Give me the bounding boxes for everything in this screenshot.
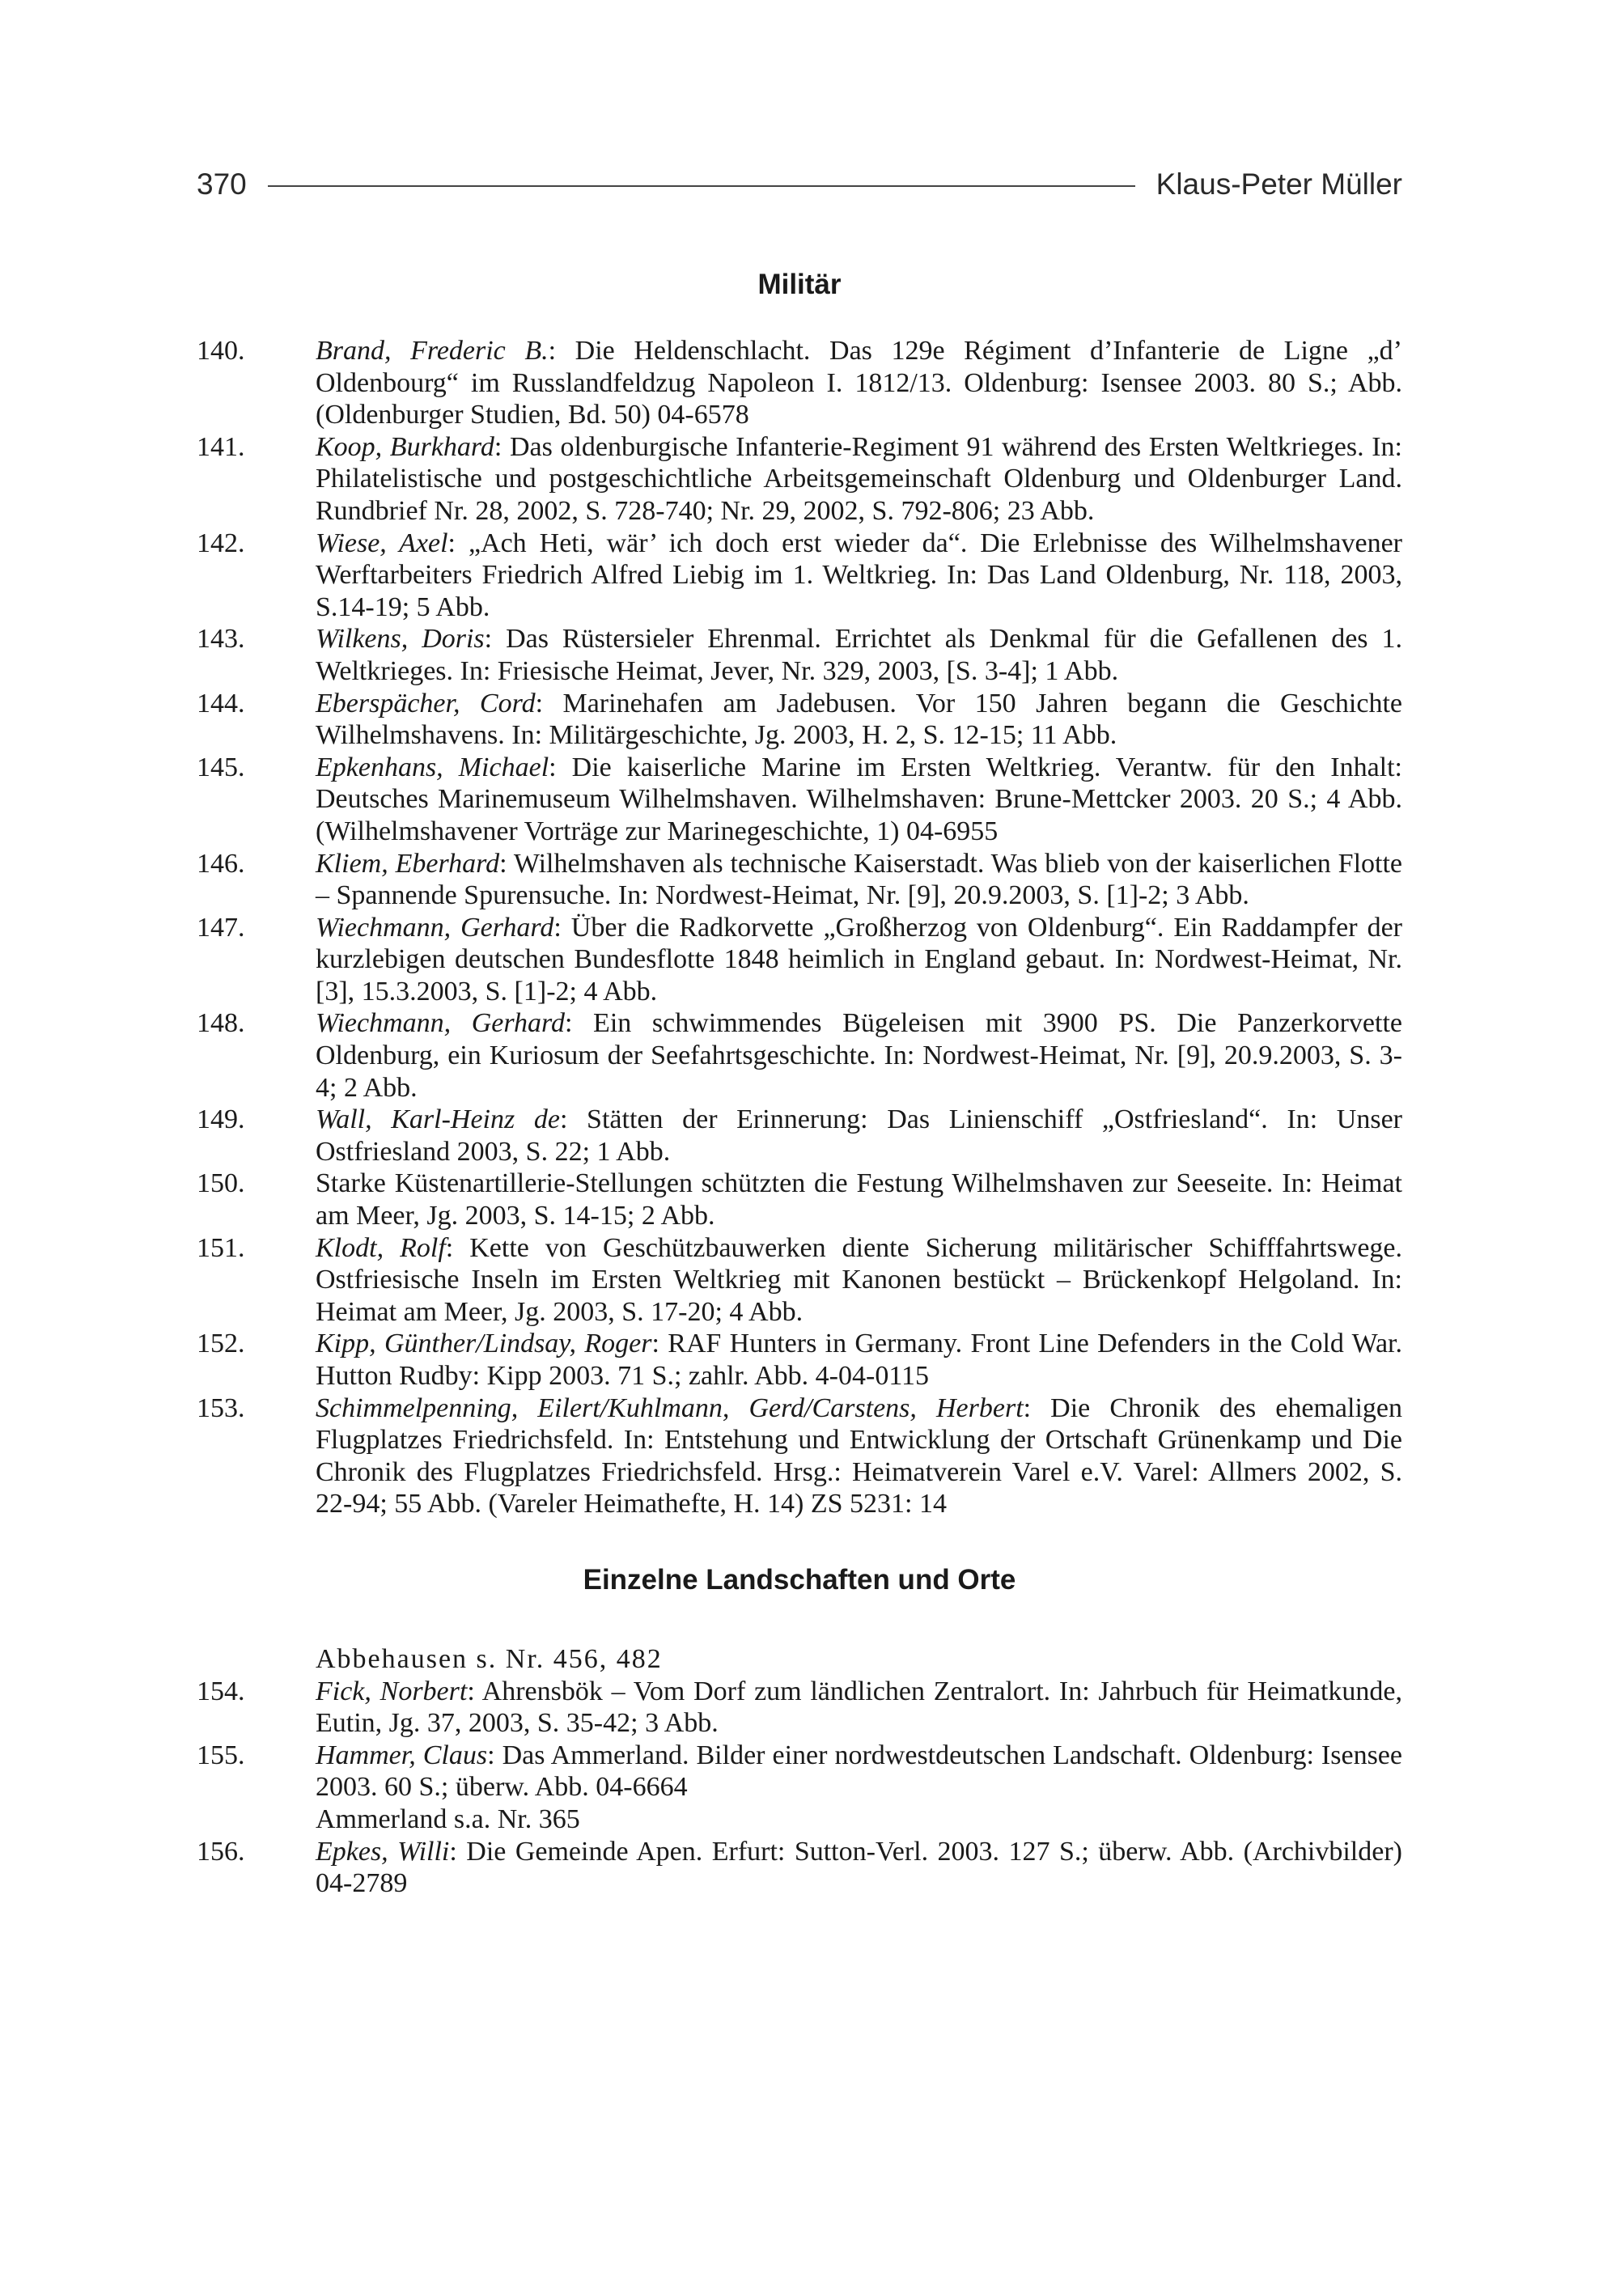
entry-author: Klodt, Rolf xyxy=(316,1232,446,1263)
entry-author: Wiechmann, Gerhard xyxy=(316,912,554,943)
bibliography-entry xyxy=(197,528,1402,624)
entry-citation: : Die Gemeinde Apen. Erfurt: Sutton-Verl. 2003. 127 S.; überw. Abb. (Archivbilder) 04-2789 xyxy=(316,1836,1402,1899)
entry-list-landschaften xyxy=(197,1643,1402,1900)
entry-text xyxy=(316,335,1402,431)
entry-citation: : „Ach Heti, wär’ ich doch erst wieder da“. Die Erlebnisse des Wilhelmshavener Werftarbeiters Friedrich Alfred Liebig im 1. Weltkrieg. In: Das Land Oldenburg, Nr. 118, 2003, S.14-19; 5 Abb. xyxy=(316,528,1402,622)
entry-citation: : Wilhelmshaven als technische Kaiserstadt. Was blieb von der kaiserlichen Flotte – Spannende Spurensuche. In: Nordwest-Heimat, Nr. [9], 20.9.2003, S. [1]-2; 3 Abb. xyxy=(316,848,1402,911)
entry-number: 146. xyxy=(197,848,245,879)
entry-text xyxy=(316,623,1402,687)
entry-citation: Ammerland s.a. Nr. 365 xyxy=(316,1803,580,1834)
entry-number: 144. xyxy=(197,688,245,718)
entry-author: Wiese, Axel xyxy=(316,528,448,558)
bibliography-entry xyxy=(197,1104,1402,1168)
cross-reference-entry xyxy=(197,1643,1402,1676)
entry-author: Epkes, Willi xyxy=(316,1836,450,1867)
document-page xyxy=(197,162,1402,1900)
entry-number: 152. xyxy=(197,1329,245,1359)
section-heading-landschaften: Einzelne Landschaften und Orte xyxy=(583,1563,1016,1596)
entry-citation: : Ahrensbök – Vom Dorf zum ländlichen Zentralort. In: Jahrbuch für Heimatkunde, Eutin, Jg. 37, 2003, S. 35-42; 3 Abb. xyxy=(316,1676,1402,1739)
running-head xyxy=(197,162,1402,207)
entry-author: Koop, Burkhard xyxy=(316,431,494,462)
entry-author: Kipp, Günther/Lindsay, Roger xyxy=(316,1329,652,1359)
entry-number: 153. xyxy=(197,1392,245,1423)
entry-text xyxy=(316,1168,1402,1231)
entry-number: 147. xyxy=(197,912,245,943)
entry-text xyxy=(316,1392,1402,1520)
entry-author: Wall, Karl-Heinz de xyxy=(316,1104,560,1135)
bibliography-entry xyxy=(197,1740,1402,1803)
entry-text xyxy=(316,1643,1402,1676)
entry-citation: : Die Heldenschlacht. Das 129e Régiment d’Infanterie de Ligne „d’ Oldenbourg“ im Russlandfeldzug Napoleon I. 1812/13. Oldenburg: Isensee 2003. 80 S.; Abb. (Oldenburger Studien, Bd. 50) 04-6578 xyxy=(316,336,1402,430)
entry-number: 140. xyxy=(197,336,245,366)
entry-number xyxy=(197,1803,316,1836)
entry-text xyxy=(316,1007,1402,1104)
running-head-author: Klaus-Peter Müller xyxy=(1155,167,1402,201)
bibliography-entry xyxy=(197,1007,1402,1104)
page-number: 370 xyxy=(197,167,247,201)
entry-number: 141. xyxy=(197,431,245,462)
entry-citation: Starke Küstenartillerie-Stellungen schützten die Festung Wilhelmshaven zur Seeseite. In: Heimat am Meer, Jg. 2003, S. 14-15; 2 Abb. xyxy=(316,1168,1402,1231)
entry-number: 148. xyxy=(197,1008,245,1039)
entry-text xyxy=(316,688,1402,752)
entry-number: 142. xyxy=(197,528,245,558)
entry-number: 154. xyxy=(197,1676,245,1706)
entry-number: 143. xyxy=(197,624,245,655)
entry-author: Kliem, Eberhard xyxy=(316,848,500,879)
cross-reference-entry xyxy=(197,1803,1402,1836)
entry-number: 151. xyxy=(197,1232,245,1263)
entry-text xyxy=(316,1836,1402,1900)
bibliography-entry xyxy=(197,1168,1402,1231)
entry-text xyxy=(316,1104,1402,1168)
entry-author: Eberspächer, Cord xyxy=(316,688,536,718)
entry-text xyxy=(316,431,1402,528)
entry-citation: Abbehausen s. Nr. 456, 482 xyxy=(316,1643,663,1674)
entry-citation: : Marinehafen am Jadebusen. Vor 150 Jahren begann die Geschichte Wilhelmshavens. In: Militärgeschichte, Jg. 2003, H. 2, S. 12-15; 11 Abb. xyxy=(316,688,1402,751)
entry-number: 145. xyxy=(197,752,245,782)
entry-number: 150. xyxy=(197,1168,245,1199)
bibliography-entry xyxy=(197,1232,1402,1329)
entry-number: 155. xyxy=(197,1740,245,1770)
bibliography-entry xyxy=(197,335,1402,431)
bibliography-entry xyxy=(197,848,1402,912)
entry-text xyxy=(316,1803,1402,1836)
entry-citation: : Das Rüstersieler Ehrenmal. Errichtet als Denkmal für die Gefallenen des 1. Weltkrieges. In: Friesische Heimat, Jever, Nr. 329, 2003, [S. 3-4]; 1 Abb. xyxy=(316,624,1402,686)
entry-list-militaer xyxy=(197,335,1402,1520)
entry-number xyxy=(197,1643,316,1676)
section-heading-militaer: Militär xyxy=(757,269,842,300)
entry-text xyxy=(316,528,1402,624)
entry-author: Wilkens, Doris xyxy=(316,624,485,655)
bibliography-entry xyxy=(197,1392,1402,1520)
entry-author: Wiechmann, Gerhard xyxy=(316,1008,565,1039)
entry-citation: : Das Ammerland. Bilder einer nordwestdeutschen Landschaft. Oldenburg: Isensee 2003. 60 S.; überw. Abb. 04-6664 xyxy=(316,1740,1402,1803)
entry-author: Fick, Norbert xyxy=(316,1676,468,1706)
entry-text xyxy=(316,1676,1402,1740)
entry-citation: : Stätten der Erinnerung: Das Linienschiff „Ostfriesland“. In: Unser Ostfriesland 2003, S. 22; 1 Abb. xyxy=(316,1104,1402,1167)
bibliography-entry xyxy=(197,912,1402,1008)
entry-citation: : Über die Radkorvette „Großherzog von Oldenburg“. Ein Raddampfer der kurzlebigen deutschen Bundesflotte 1848 heimlich in England gebaut. In: Nordwest-Heimat, Nr. [3], 15.3.2003, S. [1]-2; 4 Abb. xyxy=(316,912,1402,1007)
entry-text xyxy=(316,912,1402,1008)
entry-number: 156. xyxy=(197,1836,245,1867)
entry-author: Hammer, Claus xyxy=(316,1740,488,1770)
bibliography-entry xyxy=(197,431,1402,528)
header-rule xyxy=(268,185,1135,187)
bibliography-entry xyxy=(197,688,1402,752)
bibliography-entry xyxy=(197,1328,1402,1392)
entry-text xyxy=(316,848,1402,912)
bibliography-entry xyxy=(197,1836,1402,1900)
entry-citation: : Die Chronik des ehemaligen Flugplatzes Friedrichsfeld. In: Entstehung und Entwicklung der Ortschaft Grünenkamp und Die Chronik des Flugplatzes Friedrichsfeld. Hrsg.: Heimatverein Varel e.V. Varel: Allmers 2002, S. 22-94; 55 Abb. (Vareler Heimathefte, H. 14) ZS 5231: 14 xyxy=(316,1392,1403,1519)
entry-text xyxy=(316,1232,1402,1329)
entry-text xyxy=(316,1740,1402,1803)
entry-citation: : Kette von Geschützbauwerken diente Sicherung militärischer Schifffahrtswege. Ostfriesische Inseln im Ersten Weltkrieg mit Kanonen bestückt – Brückenkopf Helgoland. In: Heimat am Meer, Jg. 2003, S. 17-20; 4 Abb. xyxy=(316,1232,1402,1327)
entry-text xyxy=(316,752,1402,848)
bibliography-entry xyxy=(197,623,1402,687)
entry-author: Schimmelpenning, Eilert/Kuhlmann, Gerd/Carstens, Herbert xyxy=(316,1392,1024,1423)
entry-citation: : Das oldenburgische Infanterie-Regiment 91 während des Ersten Weltkrieges. In: Philatelistische und postgeschichtliche Arbeitsgemeinschaft Oldenburg und Oldenburger Land. Rundbrief Nr. 28, 2002, S. 728-740; Nr. 29, 2002, S. 792-806; 23 Abb. xyxy=(316,431,1402,526)
entry-citation: : RAF Hunters in Germany. Front Line Defenders in the Cold War. Hutton Rudby: Kipp 2003. 71 S.; zahlr. Abb. 4-04-0115 xyxy=(316,1329,1402,1391)
entry-number: 149. xyxy=(197,1104,245,1135)
entry-author: Epkenhans, Michael xyxy=(316,752,549,782)
bibliography-entry xyxy=(197,1676,1402,1740)
entry-author: Brand, Frederic B. xyxy=(316,336,549,366)
entry-citation: : Ein schwimmendes Bügeleisen mit 3900 PS. Die Panzerkorvette Oldenburg, ein Kuriosum der Seefahrtsgeschichte. In: Nordwest-Heimat, Nr. [9], 20.9.2003, S. 3-4; 2 Abb. xyxy=(316,1008,1402,1103)
bibliography-entry xyxy=(197,752,1402,848)
entry-citation: : Die kaiserliche Marine im Ersten Weltkrieg. Verantw. für den Inhalt: Deutsches Marinemuseum Wilhelmshaven. Wilhelmshaven: Brune-Mettcker 2003. 20 S.; 4 Abb. (Wilhelmshavener Vorträge zur Marinegeschichte, 1) 04-6955 xyxy=(316,752,1403,846)
entry-text xyxy=(316,1328,1402,1392)
